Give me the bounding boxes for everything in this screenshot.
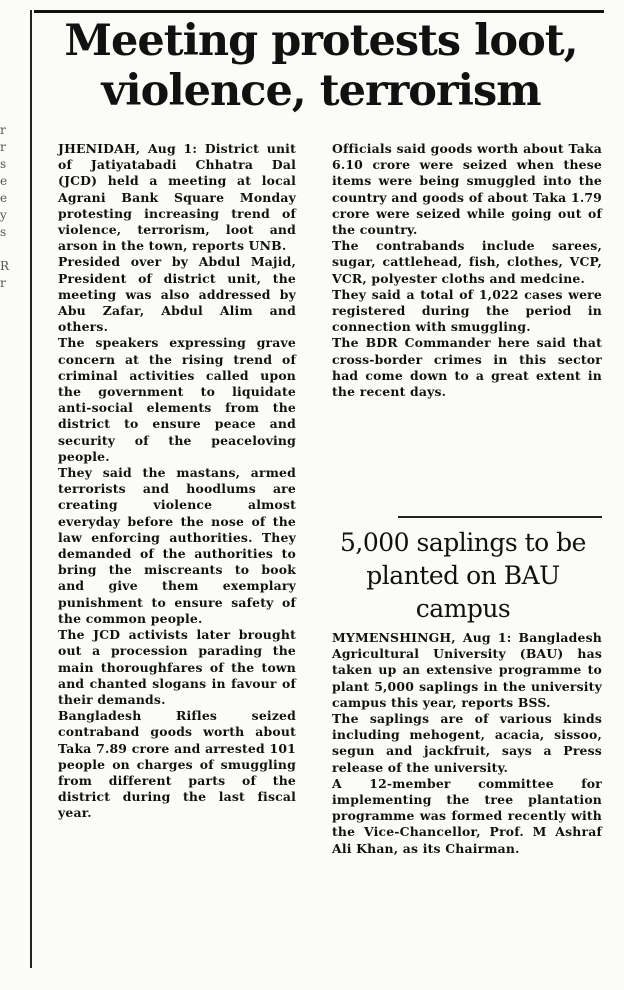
margin-fragment: y	[0, 208, 7, 222]
article-paragraph: Officials said goods worth about Taka 6.10 crore were seized when these items were being smuggled into the country and goods of about Taka 1.79 crore were seized while going out of the country.	[332, 141, 602, 238]
margin-fragment: r	[0, 276, 6, 290]
article-paragraph: JHENIDAH, Aug 1: District unit of Jatiyatabadi Chhatra Dal (JCD) held a meeting at local Agrani Bank Square Monday protesting increasing trend of violence, terrorism, loot and arson in the town, reports UNB.	[58, 141, 296, 254]
column-rule-left	[30, 10, 32, 968]
article-paragraph: The speakers expressing grave concern at the rising trend of criminal activities called upon the government to liquidate anti-social elements from the district to ensure peace and security of the peaceloving people.	[58, 335, 296, 464]
article-paragraph: Bangladesh Rifles seized contraband goods worth about Taka 7.89 crore and arrested 101 people on charges of smuggling from different parts of the district during the last fiscal year.	[58, 708, 296, 821]
margin-fragment: s	[0, 225, 7, 239]
article-paragraph: A 12-member committee for implementing the tree plantation programme was formed recently with the Vice-Chancellor, Prof. M Ashraf Ali Khan, as its Chairman.	[332, 775, 602, 856]
article-paragraph: The contrabands include sarees, sugar, cattlehead, fish, clothes, VCP, VCR, polyester cloths and medcine.	[332, 238, 602, 286]
main-headline: Meeting protests loot, violence, terrorism	[64, 16, 578, 116]
margin-fragment: r	[0, 140, 6, 154]
margin-fragment: r	[0, 123, 6, 137]
article1-column-left	[38, 141, 296, 822]
margin-fragment: s	[0, 157, 7, 171]
margin-fragment: R	[0, 259, 10, 273]
article-paragraph: The BDR Commander here said that cross-border crimes in this sector had come down to a great extent in the recent days.	[332, 335, 602, 400]
article-separator-rule	[398, 516, 602, 518]
margin-fragment	[0, 241, 22, 258]
margin-fragment: e	[0, 191, 8, 205]
article-paragraph: MYMENSHINGH, Aug 1: Bangladesh Agricultural University (BAU) has taken up an extensive programme to plant 5,000 saplings in the university campus this year, reports BSS.	[332, 630, 602, 710]
article-paragraph: They said the mastans, armed terrorists and hoodlums are creating violence almost everyday before the nose of the law enforcing authorities. They demanded of the authorities to bring the miscreants to book and give them exemplary punishment to ensure safety of the common people.	[58, 465, 296, 626]
secondary-headline: 5,000 saplings to be planted on BAU campus	[340, 528, 586, 623]
article2-column	[312, 630, 602, 857]
margin-fragment: e	[0, 174, 8, 188]
article-paragraph: The saplings are of various kinds including mehogent, acacia, sissoo, segun and jackfruit, says a Press release of the university.	[332, 711, 602, 775]
top-rule	[34, 10, 604, 13]
article-paragraph: They said a total of 1,022 cases were registered during the period in connection with smuggling.	[332, 286, 602, 335]
article1-column-right	[312, 141, 602, 400]
margin-text-fragments	[0, 122, 22, 292]
article-paragraph: Presided over by Abdul Majid, President of district unit, the meeting was also addressed by Abu Zafar, Abdul Alim and others.	[58, 254, 296, 335]
article-paragraph: The JCD activists later brought out a procession parading the main thoroughfares of the town and chanted slogans in favour of their demands.	[58, 627, 296, 707]
